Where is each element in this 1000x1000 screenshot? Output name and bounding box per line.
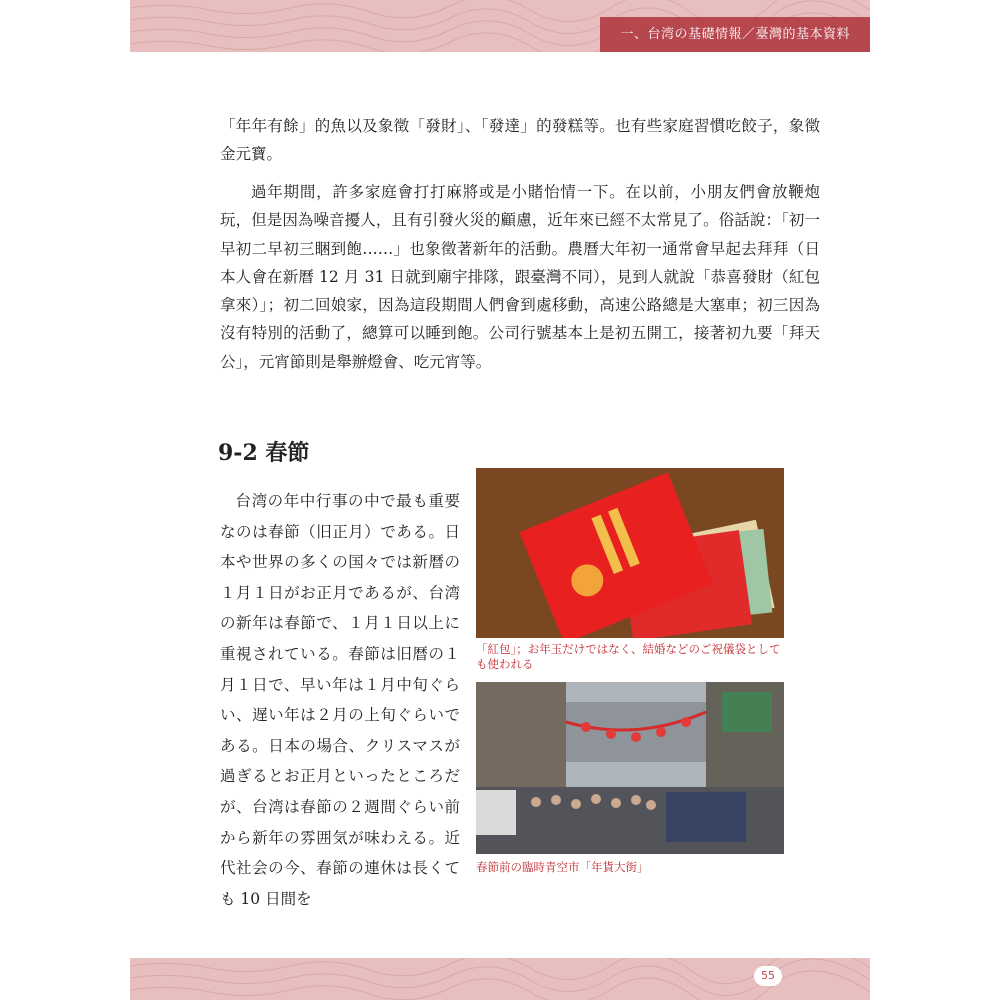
market-street-caption: 春節前の臨時青空市「年貨大街」 <box>476 860 649 874</box>
section-header-tab: 一、台湾の基礎情報／臺灣的基本資料 <box>600 17 870 52</box>
red-envelope-caption: 「紅包」；お年玉だけではなく、結婚などのご祝儀袋としても使われる <box>476 642 781 671</box>
paragraph-2: 過年期間，許多家庭會打打麻將或是小賭怡情一下。在以前，小朋友們會放鞭炮玩，但是因為噪音擾人，且有引發火災的顧慮，近年來已經不太常見了。俗話說：「初一早初二早初三睏到飽……」也象徵著新年的活動。農曆大年初一通常會早起去拜拜（日本人會在新曆 12 月 31 日就到廟宇排隊，跟臺灣不同），見到人就說「恭喜發財（紅包拿來）」；初二回娘家，因為這段期間人們會到處移動，高速公路總是大塞車；初三因為沒有特別的活動了，總算可以睡到飽。公司行號基本上是初五開工，接著初九要「拜天公」，元宵節則是舉辦燈會、吃元宵等。 <box>220 183 820 371</box>
red-envelope-photo <box>476 468 784 638</box>
japanese-text: 台湾の年中行事の中で最も重要なのは春節（旧正月）である。日本や世界の多くの国々では新暦の１月１日がお正月であるが、台湾の新年は春節で、１月１日以上に重視されている。春節は旧暦の１月１日で、早い年は１月中旬ぐらい、遅い年は２月の上旬ぐらいである。日本の場合、クリスマスが過ぎるとお正月といったところだが、台湾は春節の２週間ぐらい前から新年の雰囲気が味わえる。近代社会の今、春節の連休は長くても 10 日間を <box>220 492 460 908</box>
footer-band <box>130 958 870 1000</box>
market-street-photo <box>476 682 784 854</box>
header-band <box>130 0 870 52</box>
section-title: 9-2 春節 <box>218 440 310 466</box>
page-number: 55 <box>754 966 782 986</box>
paragraph-1: 「年年有餘」的魚以及象徵「發財」、「發達」的發糕等。也有些家庭習慣吃餃子，象徵金元寶。 <box>220 117 820 164</box>
book-page <box>130 0 870 1000</box>
